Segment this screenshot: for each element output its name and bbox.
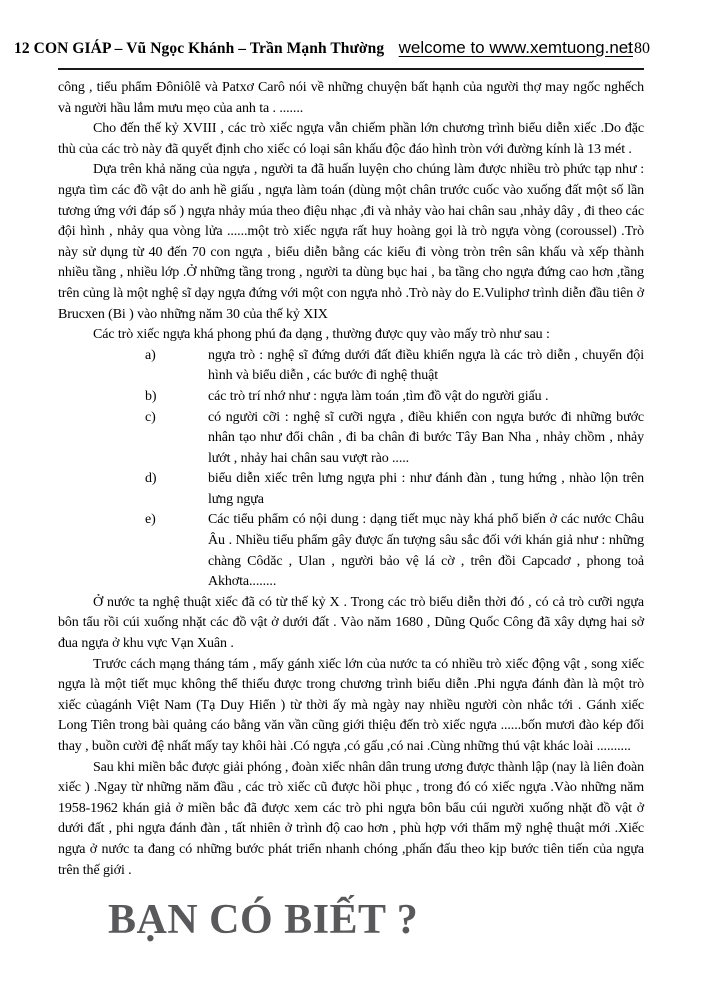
page-header (0, 0, 702, 58)
list-item (58, 408, 644, 470)
big-heading: BẠN CÓ BIẾT ? (108, 897, 419, 944)
page-number: 180 (626, 40, 650, 57)
list-item-label: c) (145, 409, 156, 425)
list-item (58, 469, 644, 510)
book-title: 12 CON GIÁP – Vũ Ngọc Khánh – Trần Mạnh Thường (14, 40, 385, 57)
list-item-label: a) (145, 347, 156, 363)
paragraph: Ở nước ta nghệ thuật xiếc đã có từ thế kỷ X . Trong các trò biểu diễn thời đó , có cả trò cưỡi ngựa bôn tẩu rồi cúi xuống nhặt các đồ vật ở dưới đất . Vào năm 1680 , Dũng Quốc Công đã xây dựng hai sở đua ngựa ở khu vực Vạn Xuân . (58, 594, 644, 652)
list-item-text: Các tiểu phẩm có nội dung : dạng tiết mục này khá phổ biến ở các nước Châu Âu . Nhiều tiểu phẩm gây được ấn tượng sâu sắc đối với khán giả như : những chàng Côdăc , Ulan , người bảo vệ lá cờ , trên đồi Capcadơ , phong toả Akhơta........ (208, 512, 644, 590)
list-item-label: e) (145, 512, 156, 528)
website-link[interactable]: welcome to www.xemtuong.net (398, 38, 633, 57)
paragraph: công , tiểu phẩm Đôniôlê và Patxơ Carô nói về những chuyện bất hạnh của người thợ may ngốc nghếch và người hầu lắm mưu mẹo của anh ta . ....... (58, 80, 644, 116)
paragraph: Dựa trên khả năng của ngựa , người ta đã huấn luyện cho chúng làm được nhiều trò phức tạp như : ngựa tìm các đồ vật do anh hề giấu , ngựa làm toán (dùng một chân trước cuốc vào xuống đất một số lần tương ứng với đáp số ) ngựa nhảy múa theo điệu nhạc ,đi và nhảy vào hai chân sau ,nhảy dây , đi theo các đội hình , nhảy qua vòng lửa ......một trò xiếc ngựa rất huy hoàng gọi là trò ngựa vòng (coroussel) .Trò này sử dụng từ 40 đến 70 con ngựa , biểu diễn bằng các kiểu đi vòng tròn trên sân khấu và xếp thành nhiều tầng , nhiều lớp .Ở những tầng trong , người ta dùng bục hai , ba tầng cho ngựa đứng cao hơn ,tầng trên củng là một nghệ sĩ dạy ngựa đứng với một con ngựa nhỏ .Trò này do E.Vuliphơ trình diễn đầu tiên ở Brucxen (Bi ) vào những năm 30 của thế kỷ XIX (58, 162, 644, 322)
header-right-group (399, 38, 650, 58)
paragraph: Trước cách mạng tháng tám , mấy gánh xiếc lớn của nước ta có nhiều trò xiếc động vật , song xiếc ngựa là một tiết mục không thể thiếu được trong chương trình biểu diễn .Phi ngựa đánh đàn là một trò xiếc củagánh Việt Nam (Tạ Duy Hiển ) từ thời ấy mà ngày nay nhiều người còn nhắc tới . Gánh xiếc Long Tiên trong bài quảng cáo bằng văn vần cũng giới thiệu đến trò xiếc ngựa ......bốn mươi đào kép đổi thay , buồn cười đệ nhất mấy tay khôi hài .Có ngựa ,có gấu ,có nai .Cùng những thú vật khác loài .......... (58, 656, 644, 754)
list-item-text: ngựa trò : nghệ sĩ đứng dưới đất điều khiển ngựa là các trò diễn , chuyển đội hình và biểu diễn , các bước đi nghệ thuật (208, 347, 644, 384)
paragraph: Cho đến thế kỷ XVIII , các trò xiếc ngựa vẫn chiếm phần lớn chương trình biểu diễn xiếc .Do đặc thù của các trò này đã quyết định cho xiếc có loại sân khấu độc đáo hình tròn với đường kính là 13 mét . (58, 121, 644, 157)
header-divider (58, 68, 644, 70)
list-item (58, 387, 644, 408)
list-item-text: có người cỡi : nghệ sĩ cưỡi ngựa , điều khiển con ngựa bước đi những bước nhân tạo như đổi chân , đi ba chân đi bước Tây Ban Nha , nhảy chồm , nhảy lướt , nhảy hai chân sau vượt rào ..... (208, 409, 644, 466)
body-text (58, 78, 644, 943)
list-item-label: d) (145, 471, 157, 487)
list-item-label: b) (145, 388, 157, 404)
list-item-text: biểu diễn xiếc trên lưng ngựa phi : như đánh đàn , tung hứng , nhào lộn trên lưng ngựa (208, 471, 644, 507)
paragraph: Sau khi miền bắc được giải phóng , đoàn xiếc nhân dân trung ương được thành lập (nay là liên đoàn xiếc ) .Ngay từ những năm đầu , các trò xiếc cũ được hồi phục , trong đó có xiếc ngựa .Vào những năm 1958-1962 khán giả ở miền bắc đã được xem các trò phi ngựa bôn bẩu cúi người xuống nhặt đồ vật ở dưới đất , phi ngựa đánh đàn , tất nhiên ở trình độ cao hơn , phù hợp với thẩm mỹ nghệ thuật mới .Xiếc ngựa ở nước ta đang có những bước phát triển nhanh chóng ,phấn đấu theo kịp bước tiên tiến của ngựa trên thế giới . (58, 759, 644, 878)
paragraph: Các trò xiếc ngựa khá phong phú đa dạng , thường được quy vào mấy trò như sau : (93, 327, 550, 343)
list-item-text: các trò trí nhớ như : ngựa làm toán ,tìm đồ vật do người giấu . (208, 388, 549, 404)
list-item (58, 510, 644, 592)
list-item (58, 346, 644, 387)
